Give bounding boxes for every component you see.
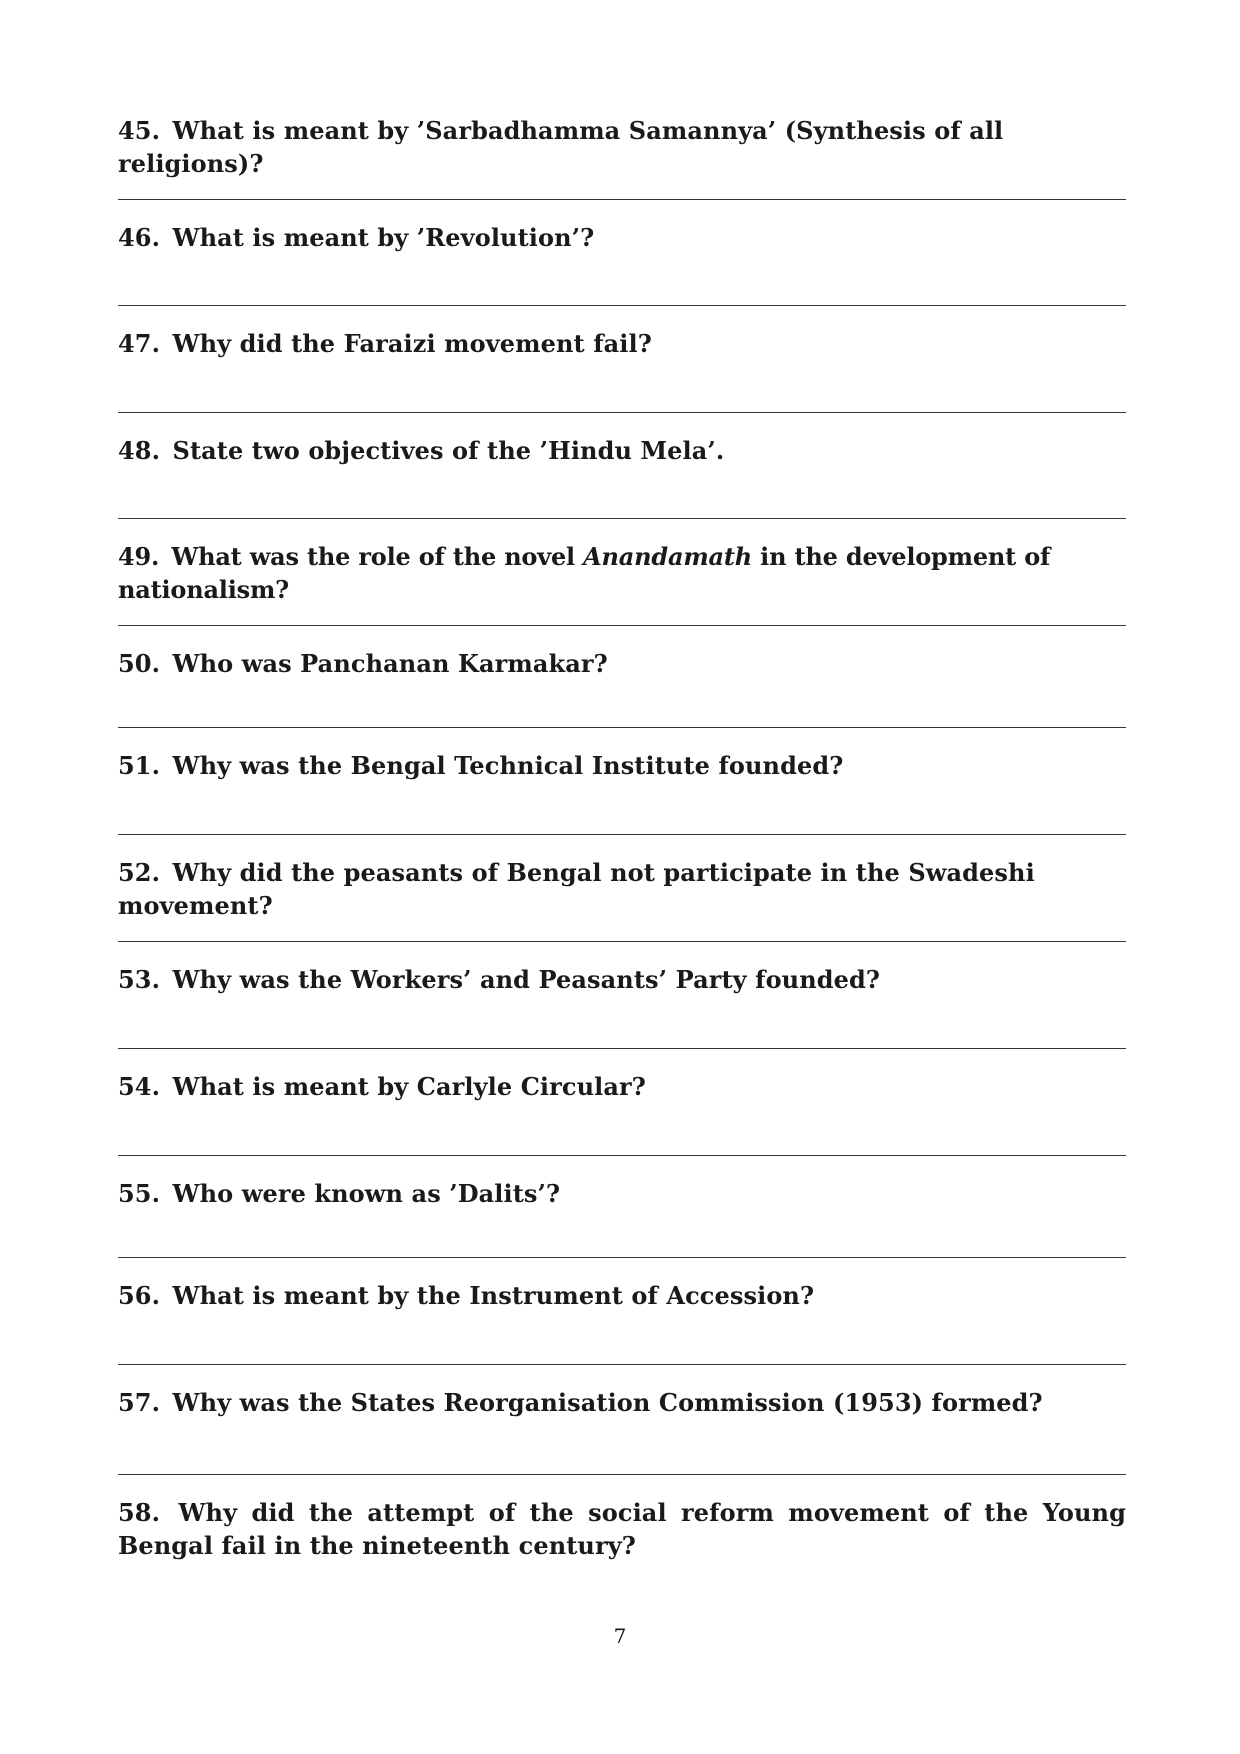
answer-line bbox=[118, 625, 1126, 626]
question-51 bbox=[118, 749, 1126, 782]
question-number: 48. bbox=[118, 436, 161, 465]
question-text: Why was the Workers’ and Peasants’ Party founded? bbox=[172, 965, 881, 994]
question-number: 52. bbox=[118, 858, 161, 887]
answer-line bbox=[118, 941, 1126, 942]
question-57 bbox=[118, 1386, 1126, 1419]
question-text-before: What was the role of the novel bbox=[171, 542, 584, 571]
answer-line bbox=[118, 199, 1126, 200]
question-56 bbox=[118, 1279, 1126, 1312]
answer-line bbox=[118, 305, 1126, 306]
question-text: Who was Panchanan Karmakar? bbox=[172, 649, 608, 678]
question-55 bbox=[118, 1177, 1126, 1210]
answer-line bbox=[118, 1474, 1126, 1475]
question-text: Why was the Bengal Technical Institute founded? bbox=[172, 751, 844, 780]
answer-line bbox=[118, 727, 1126, 728]
question-number: 56. bbox=[118, 1281, 161, 1310]
question-text-after: in the development of nationalism? bbox=[118, 542, 1051, 604]
question-number: 46. bbox=[118, 223, 161, 252]
question-number: 54. bbox=[118, 1072, 161, 1101]
question-49 bbox=[118, 540, 1126, 606]
page-number: 7 bbox=[613, 1624, 627, 1648]
answer-line bbox=[118, 1155, 1126, 1156]
answer-line bbox=[118, 412, 1126, 413]
question-text: Why did the peasants of Bengal not participate in the Swadeshi movement? bbox=[118, 858, 1035, 920]
question-54 bbox=[118, 1070, 1126, 1103]
question-number: 50. bbox=[118, 649, 161, 678]
question-number: 45. bbox=[118, 116, 161, 145]
question-52 bbox=[118, 856, 1126, 922]
question-45 bbox=[118, 114, 1126, 180]
answer-line bbox=[118, 1257, 1126, 1258]
question-text: What is meant by Carlyle Circular? bbox=[172, 1072, 646, 1101]
question-number: 58. bbox=[118, 1498, 161, 1527]
answer-line bbox=[118, 1048, 1126, 1049]
question-53 bbox=[118, 963, 1126, 996]
question-number: 57. bbox=[118, 1388, 161, 1417]
question-text: Why did the Faraizi movement fail? bbox=[172, 329, 652, 358]
answer-line bbox=[118, 1364, 1126, 1365]
question-number: 49. bbox=[118, 542, 160, 571]
question-48 bbox=[118, 434, 1126, 467]
question-text: Why was the States Reorganisation Commission (1953) formed? bbox=[172, 1388, 1043, 1417]
question-text: Who were known as ’Dalits’? bbox=[172, 1179, 561, 1208]
question-text: What is meant by the Instrument of Accession? bbox=[172, 1281, 815, 1310]
question-text: State two objectives of the ’Hindu Mela’. bbox=[172, 436, 725, 465]
novel-title: Anandamath bbox=[583, 542, 753, 571]
question-46 bbox=[118, 221, 1126, 254]
question-58 bbox=[118, 1496, 1126, 1562]
question-50 bbox=[118, 647, 1126, 680]
question-text: What is meant by ’Revolution’? bbox=[172, 223, 595, 252]
question-text: What is meant by ’Sarbadhamma Samannya’ (Synthesis of all religions)? bbox=[118, 116, 1004, 178]
question-number: 53. bbox=[118, 965, 161, 994]
question-number: 47. bbox=[118, 329, 161, 358]
question-number: 51. bbox=[118, 751, 161, 780]
answer-line bbox=[118, 834, 1126, 835]
question-text: Why did the attempt of the social reform movement of the Young Bengal fail in the nineteenth century? bbox=[118, 1498, 1126, 1560]
question-47 bbox=[118, 327, 1126, 360]
answer-line bbox=[118, 518, 1126, 519]
question-number: 55. bbox=[118, 1179, 161, 1208]
